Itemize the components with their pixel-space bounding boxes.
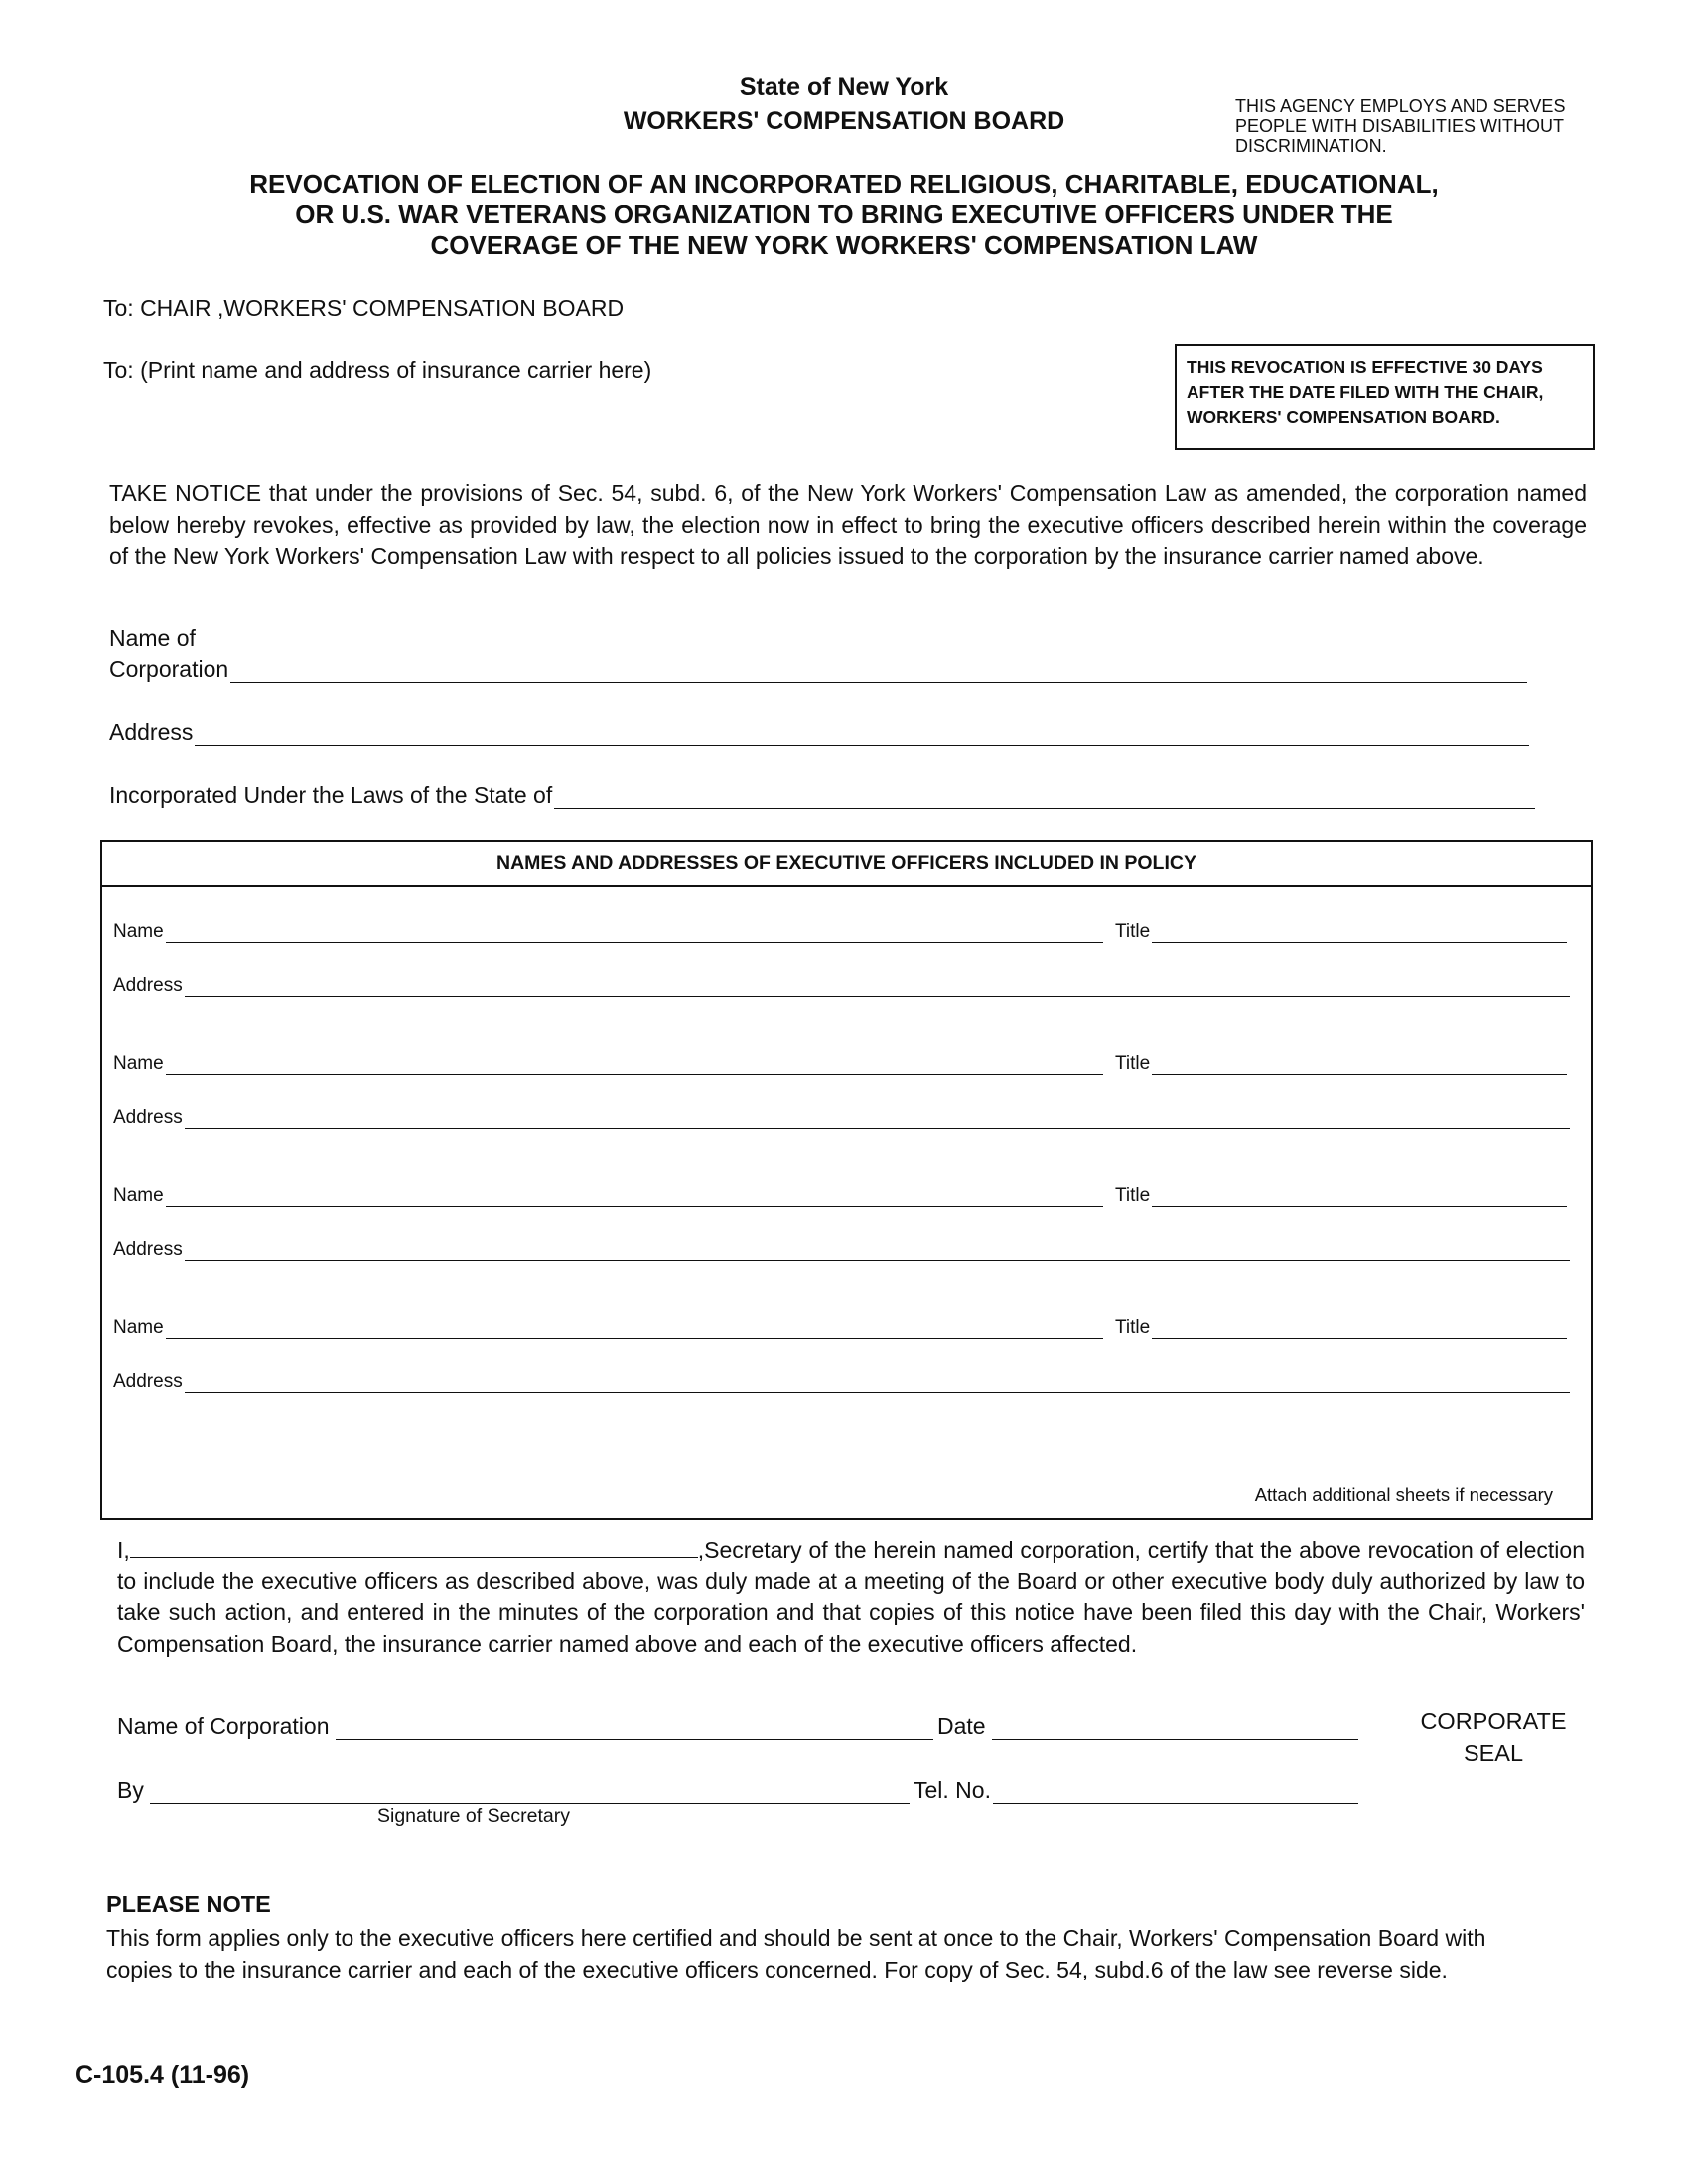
officer-address-field[interactable]: [113, 1371, 1570, 1393]
agency-notice-line: DISCRIMINATION.: [1235, 136, 1387, 156]
officer-title-field[interactable]: [1115, 1053, 1567, 1075]
officer-address-blank[interactable]: [185, 1110, 1570, 1129]
officer-address-field[interactable]: [113, 1239, 1570, 1261]
corporate-seal-line: CORPORATE: [1420, 1708, 1567, 1734]
officer-name-blank[interactable]: [166, 1320, 1103, 1339]
corporation-name-field[interactable]: [109, 656, 1527, 683]
officer-title-label: Title: [1115, 1317, 1151, 1338]
officer-title-label: Title: [1115, 921, 1151, 942]
incorporated-label: Incorporated Under the Laws of the State of: [109, 782, 553, 808]
officer-name-label: Name: [113, 1185, 164, 1206]
corporation-address-blank[interactable]: [195, 723, 1529, 746]
officer-title-field[interactable]: [1115, 921, 1567, 943]
officer-name-label: Name: [113, 921, 164, 942]
form-number: C-105.4 (11-96): [75, 2061, 250, 2089]
please-note-body: [106, 1922, 1596, 1985]
board-heading: WORKERS' COMPENSATION BOARD: [623, 107, 1065, 135]
date-blank[interactable]: [992, 1717, 1358, 1740]
corporate-seal-line: SEAL: [1463, 1740, 1524, 1766]
officer-address-field[interactable]: [113, 975, 1570, 997]
officer-name-field[interactable]: [113, 921, 1103, 943]
please-note-line: This form applies only to the executive officers here certified and should be sent at once to the Chair, Workers' Compensation Board with: [106, 1925, 1486, 1951]
corporate-seal: [1390, 1706, 1597, 1769]
officer-title-field[interactable]: [1115, 1317, 1567, 1339]
tel-blank[interactable]: [993, 1781, 1358, 1804]
officer-title-blank[interactable]: [1152, 1056, 1567, 1075]
officer-address-blank[interactable]: [185, 1242, 1570, 1261]
tel-label: Tel. No.: [914, 1777, 991, 1803]
secretary-name-blank[interactable]: [130, 1535, 698, 1558]
please-note-heading: PLEASE NOTE: [106, 1891, 271, 1917]
officer-title-label: Title: [1115, 1185, 1151, 1206]
secretary-signature-field[interactable]: [117, 1777, 910, 1804]
officer-name-label: Name: [113, 1053, 164, 1074]
officer-address-blank[interactable]: [185, 978, 1570, 997]
form-title: [99, 169, 1589, 261]
secretary-certification: [117, 1535, 1585, 1660]
effective-notice-box: [1175, 344, 1595, 450]
corporation-address-field[interactable]: [109, 719, 1529, 746]
officer-title-blank[interactable]: [1152, 1320, 1567, 1339]
signature-corporation-label: Name of Corporation: [117, 1713, 330, 1739]
address-label: Address: [109, 719, 194, 745]
officer-address-field[interactable]: [113, 1107, 1570, 1129]
officer-name-blank[interactable]: [166, 1188, 1103, 1207]
officer-name-label: Name: [113, 1317, 164, 1338]
please-note-line: copies to the insurance carrier and each of the executive officers concerned. For copy of Sec. 54, subd.6 of the law see reverse side.: [106, 1957, 1448, 1982]
officer-title-label: Title: [1115, 1053, 1151, 1074]
corporation-name-blank[interactable]: [230, 660, 1527, 683]
signature-caption: Signature of Secretary: [377, 1805, 571, 1827]
officers-heading: NAMES AND ADDRESSES OF EXECUTIVE OFFICERS INCLUDED IN POLICY: [102, 842, 1591, 887]
state-heading: State of New York: [739, 73, 949, 101]
effective-notice-line: WORKERS' COMPENSATION BOARD.: [1187, 407, 1500, 427]
date-field[interactable]: [937, 1713, 1358, 1740]
officer-address-label: Address: [113, 1371, 183, 1392]
officer-address-label: Address: [113, 1107, 183, 1128]
secretary-signature-blank[interactable]: [150, 1781, 910, 1804]
agency-notice-line: PEOPLE WITH DISABILITIES WITHOUT: [1235, 116, 1565, 136]
state-of-incorporation-blank[interactable]: [554, 786, 1535, 809]
by-label: By: [117, 1777, 144, 1803]
form-title-line: COVERAGE OF THE NEW YORK WORKERS' COMPENSATION LAW: [430, 230, 1258, 260]
tel-field[interactable]: [914, 1777, 1358, 1804]
officer-address-label: Address: [113, 1239, 183, 1260]
effective-notice-line: THIS REVOCATION IS EFFECTIVE 30 DAYS: [1187, 357, 1543, 377]
form-title-line: REVOCATION OF ELECTION OF AN INCORPORATED RELIGIOUS, CHARITABLE, EDUCATIONAL,: [249, 169, 1439, 199]
officer-address-blank[interactable]: [185, 1374, 1570, 1393]
officer-title-blank[interactable]: [1152, 1188, 1567, 1207]
officer-title-field[interactable]: [1115, 1185, 1567, 1207]
officer-name-field[interactable]: [113, 1185, 1103, 1207]
attach-sheets-note: Attach additional sheets if necessary: [1254, 1484, 1553, 1505]
cert-text: ,Secretary of the herein named corporation, certify that the above revocation of election to include the executive officers as described above, was duly made at a meeting of the Board or other executive body duly authorized by law to take such action, and entered in the minutes of the corporation and that copies of this notice have been filed this day with the Chair, Workers' Compensation Board, the insurance carrier named above and each of the executive officers affected.: [117, 1537, 1585, 1657]
to-chair: To: CHAIR ,WORKERS' COMPENSATION BOARD: [103, 295, 625, 321]
effective-notice-line: AFTER THE DATE FILED WITH THE CHAIR,: [1187, 382, 1544, 402]
officer-name-blank[interactable]: [166, 1056, 1103, 1075]
form-title-line: OR U.S. WAR VETERANS ORGANIZATION TO BRING EXECUTIVE OFFICERS UNDER THE: [295, 200, 1393, 229]
officer-name-blank[interactable]: [166, 924, 1103, 943]
officer-title-blank[interactable]: [1152, 924, 1567, 943]
officer-address-label: Address: [113, 975, 183, 996]
agency-notice-line: THIS AGENCY EMPLOYS AND SERVES: [1235, 96, 1566, 116]
take-notice-paragraph: TAKE NOTICE that under the provisions of Sec. 54, subd. 6, of the New York Workers' Compensation Law as amended, the corporation named below hereby revokes, effective as provided by law, the election now in effect to bring the executive officers described herein within the coverage of the New York Workers' Compensation Law with respect to all policies issued to the corporation by the insurance carrier named above.: [109, 480, 1587, 569]
date-label: Date: [937, 1713, 986, 1739]
signature-corporation-blank[interactable]: [336, 1717, 934, 1740]
executive-officers-box: [100, 840, 1593, 1520]
officer-name-field[interactable]: [113, 1317, 1103, 1339]
cert-prefix: I,: [117, 1537, 130, 1563]
corporation-label: Corporation: [109, 656, 229, 682]
name-of-corporation-label-top: Name of: [109, 625, 196, 651]
signature-corporation-field[interactable]: [117, 1713, 933, 1740]
officer-name-field[interactable]: [113, 1053, 1103, 1075]
to-carrier: To: (Print name and address of insurance carrier here): [103, 357, 652, 383]
agency-notice: [1235, 96, 1613, 156]
state-of-incorporation-field[interactable]: [109, 782, 1535, 809]
